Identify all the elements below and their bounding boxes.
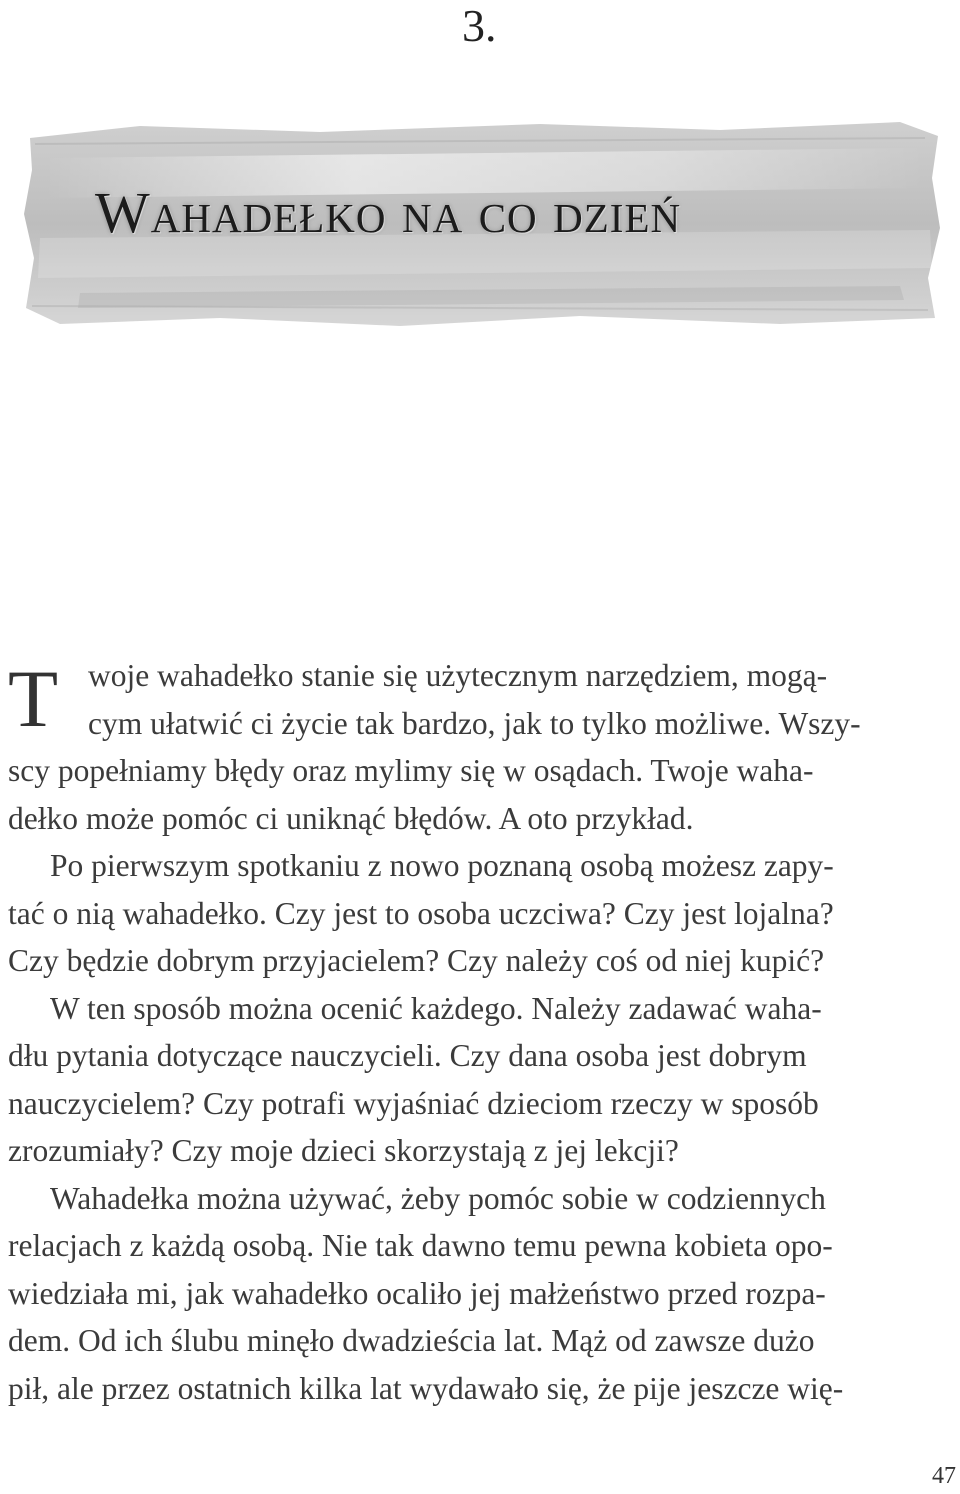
body-paragraph [8, 652, 958, 1412]
chapter-title: Wahadełko na co dzień [95, 180, 682, 245]
text-line: Wahadełka można używać, żeby pomóc sobie w codziennych [50, 1180, 826, 1216]
text-line: dem. Od ich ślubu minęło dwadzieścia lat. Mąż od zawsze dużo [8, 1323, 815, 1358]
drop-cap: T [8, 653, 59, 744]
text-line: cym ułatwić ci życie tak bardzo, jak to tylko możliwe. Wszy- [88, 705, 861, 741]
text-line: Po pierwszym spotkaniu z nowo poznaną osobą możesz zapy- [50, 848, 834, 883]
text-line: wiedziała mi, jak wahadełko ocaliło jej małżeństwo przed rozpa- [8, 1275, 826, 1311]
text-line: woje wahadełko stanie się użytecznym narzędziem, mogą- [88, 658, 828, 693]
text-line: pił, ale przez ostatnich kilka lat wydawało się, że pije jeszcze wię- [8, 1370, 844, 1406]
text-line: dłu pytania dotyczące nauczycieli. Czy dana osoba jest dobrym [8, 1038, 807, 1073]
chapter-number: 3. [462, 0, 497, 51]
text-line: relacjach z każdą osobą. Nie tak dawno temu pewna kobieta opo- [8, 1228, 833, 1263]
text-line: zrozumiały? Czy moje dzieci skorzystają z jej lekcji? [8, 1133, 679, 1168]
text-line: scy popełniamy błędy oraz mylimy się w osądach. Twoje waha- [8, 753, 814, 788]
text-line: Czy będzie dobrym przyjacielem? Czy należy coś od niej kupić? [8, 943, 825, 978]
text-line: dełko może pomóc ci uniknąć błędów. A oto przykład. [8, 800, 694, 836]
page-number: 47 [932, 1463, 956, 1489]
text-line: W ten sposób można ocenić każdego. Należy zadawać waha- [50, 990, 822, 1026]
text-line: tać o nią wahadełko. Czy jest to osoba uczciwa? Czy jest lojalna? [8, 895, 834, 931]
text-line: nauczycielem? Czy potrafi wyjaśniać dzieciom rzeczy w sposób [8, 1085, 819, 1121]
